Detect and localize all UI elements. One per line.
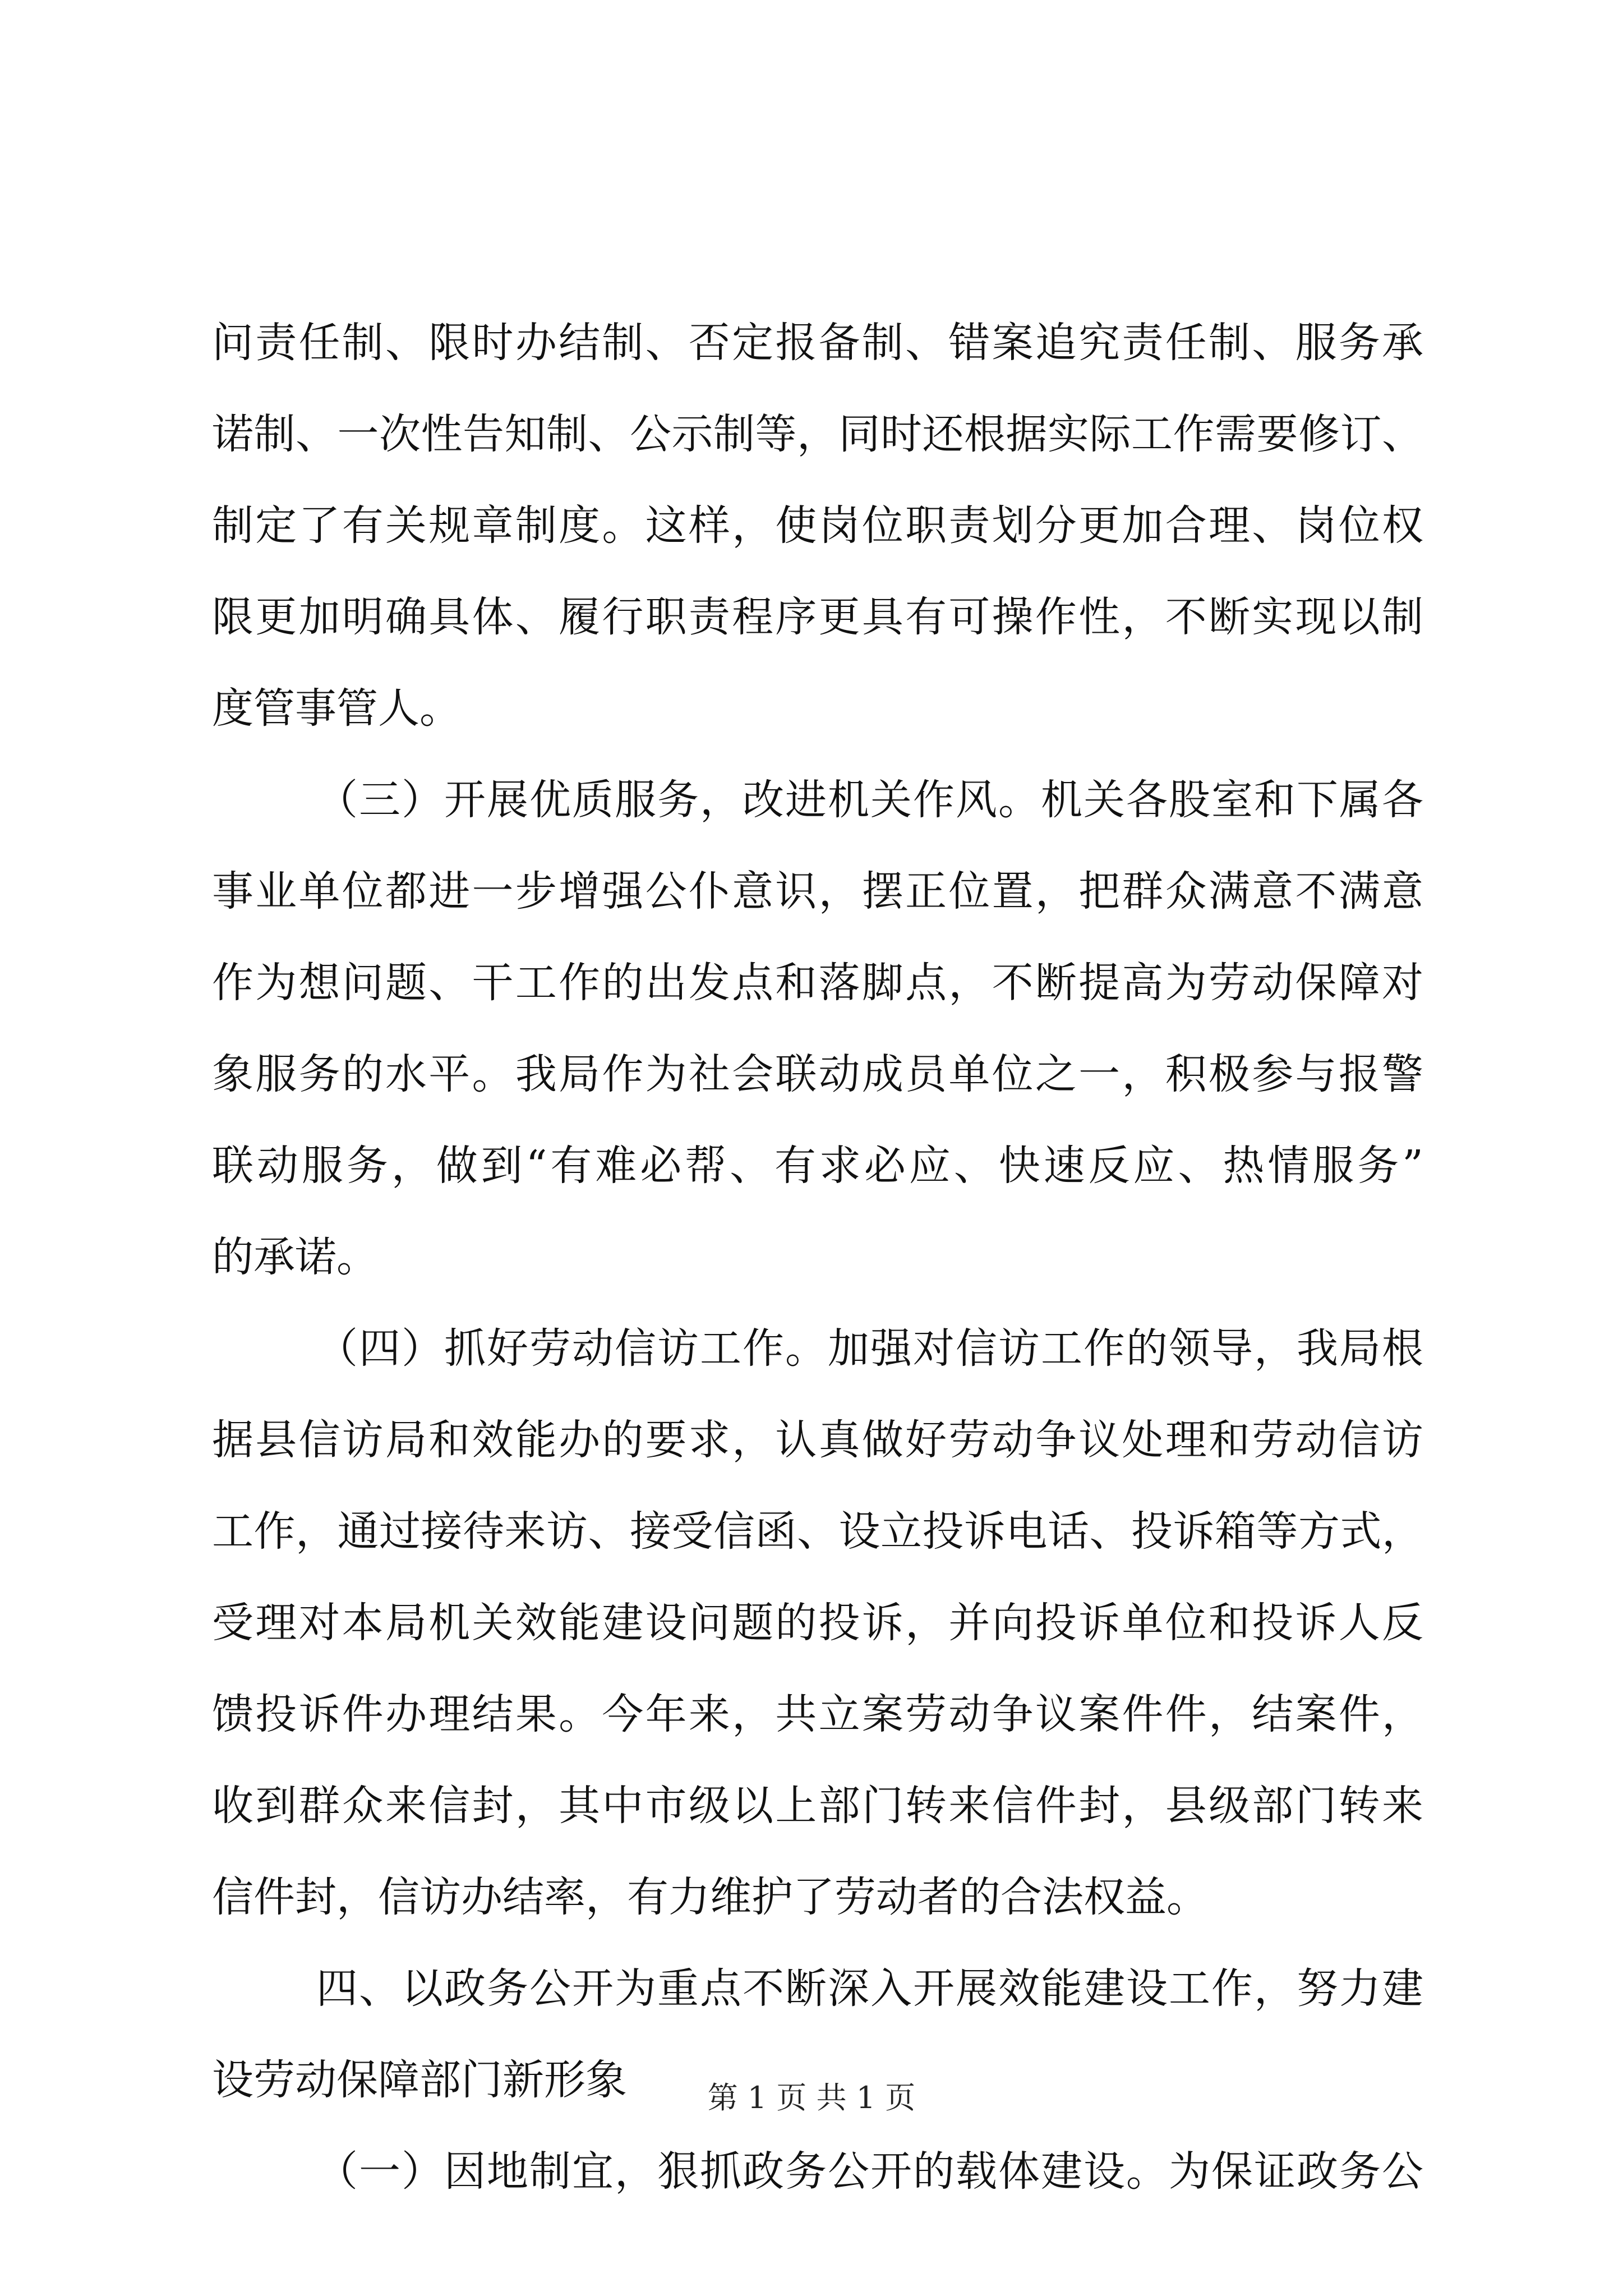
text-line: 馈投诉件办理结果。今年来，共立案劳动争议案件件，结案件， (212, 1690, 1423, 1738)
text-line: 事业单位都进一步增强公仆意识，摆正位置，把群众满意不满意 (212, 867, 1423, 915)
text-line: 信件封，信访办结率，有力维护了劳动者的合法权益。 (212, 1873, 1208, 1921)
text-line: 问责任制、限时办结制、否定报备制、错案追究责任制、服务承 (212, 319, 1423, 367)
text-line: 联动服务，做到“有难必帮、有求必应、快速反应、热情服务” (212, 1142, 1423, 1190)
text-line: 制定了有关规章制度。这样，使岗位职责划分更加合理、岗位权 (212, 501, 1423, 550)
text-line: （四）抓好劳动信访工作。加强对信访工作的领导，我局根 (316, 1324, 1423, 1373)
body-text (212, 297, 1423, 2217)
text-line: 作为想问题、干工作的出发点和落脚点，不断提高为劳动保障对 (212, 959, 1423, 1007)
text-line: 的承诺。 (212, 1233, 378, 1281)
text-line: 四、以政务公开为重点不断深入开展效能建设工作，努力建 (316, 1964, 1423, 2013)
text-line: （一）因地制宜，狠抓政务公开的载体建设。为保证政务公 (316, 2147, 1423, 2196)
text-line: 据县信访局和效能办的要求，认真做好劳动争议处理和劳动信访 (212, 1416, 1423, 1464)
page-footer: 第 1 页 共 1 页 (707, 2080, 916, 2115)
text-line: 限更加明确具体、履行职责程序更具有可操作性，不断实现以制 (212, 593, 1423, 641)
text-line: 度管事管人。 (212, 684, 461, 733)
text-line: 工作，通过接待来访、接受信函、设立投诉电话、投诉箱等方式， (212, 1507, 1423, 1556)
text-line: 收到群众来信封，其中市级以上部门转来信件封，县级部门转来 (212, 1782, 1423, 1830)
text-line: 受理对本局机关效能建设问题的投诉，并向投诉单位和投诉人反 (212, 1599, 1423, 1647)
text-line: （三）开展优质服务，改进机关作风。机关各股室和下属各 (316, 776, 1423, 824)
text-line: 诺制、一次性告知制、公示制等，同时还根据实际工作需要修订、 (212, 410, 1423, 458)
text-line: 象服务的水平。我局作为社会联动成员单位之一，积极参与报警 (212, 1050, 1423, 1098)
text-line: 设劳动保障部门新形象 (212, 2056, 627, 2104)
